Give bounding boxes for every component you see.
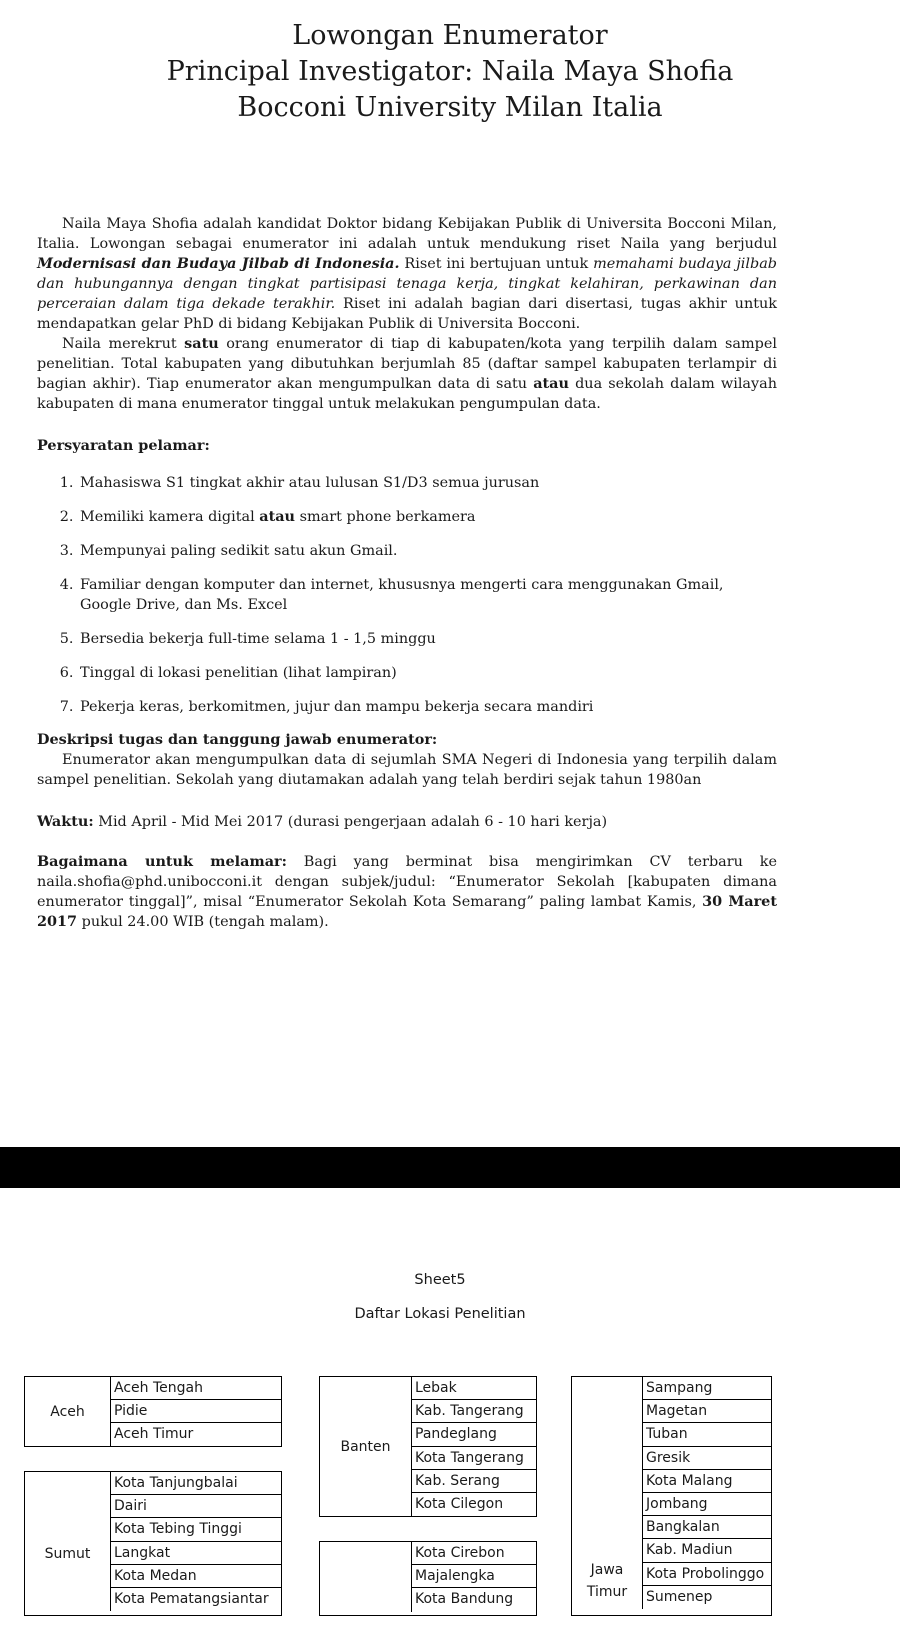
district-cell: Kab. Tangerang — [412, 1400, 537, 1423]
district-cell: Kota Cirebon — [412, 1542, 537, 1565]
institution: Bocconi University Milan Italia — [237, 92, 663, 123]
emphasis: satu — [184, 335, 219, 352]
requirements-heading: Persyaratan pelamar: — [37, 437, 210, 454]
district-list — [411, 1542, 537, 1612]
province-jatim — [571, 1376, 772, 1616]
province-label: Aceh — [50, 1403, 85, 1420]
apply-text: Bagi yang berminat bisa mengirimkan CV terbaru ke naila.shofia@phd.unibocconi.it dengan subjek/judul: “Enumerator Sekolah [kabupaten dimana enumerator tinggal]”, misal “Enumerator Sekolah Kota Semarang” paling lambat Kamis, — [37, 854, 778, 910]
duties-section — [37, 730, 777, 790]
list-item-text: Mahasiswa S1 tingkat akhir atau lulusan S1/D3 semua jurusan — [80, 475, 540, 491]
intro-text: Naila merekrut — [62, 336, 185, 352]
district-list — [110, 1377, 282, 1447]
province-label: Sumut — [44, 1546, 91, 1562]
district-cell: Sampang — [643, 1377, 772, 1400]
list-item-text: Memiliki kamera digital — [80, 509, 260, 525]
intro-text: Naila Maya Shofia adalah kandidat Doktor bidang Kebijakan Publik di Universita Bocconi Milan, Italia. Lowongan sebagai enumerator ini adalah untuk mendukung riset Naila yang berjudul — [37, 216, 777, 252]
district-cell: Kota Tebing Tinggi — [111, 1518, 282, 1541]
duties-text: Enumerator akan mengumpulkan data di sejumlah SMA Negeri di Indonesia yang terpilih dalam sampel penelitian. Sekolah yang diutamakan adalah yang telah berdiri sejak tahun 1980an — [37, 752, 777, 788]
apply-text: pukul 24.00 WIB (tengah malam). — [77, 914, 329, 930]
district-cell: Kota Pematangsiantar — [114, 1590, 269, 1607]
district-cell: Aceh Tengah — [111, 1377, 282, 1400]
list-item — [78, 697, 777, 717]
intro-text: Riset ini adalah bagian dari disertasi, tugas akhir untuk mendapatkan gelar PhD di bidang Kebijakan Publik di Universita Bocconi. — [37, 296, 777, 332]
emphasis: atau — [259, 508, 296, 525]
district-cell: Majalengka — [412, 1565, 537, 1588]
list-item-text: Familiar dengan komputer dan internet, khususnya mengerti cara menggunakan Gmail, Google Drive, dan Ms. Excel — [80, 577, 724, 613]
district-cell: Kota Probolinggo — [643, 1563, 772, 1586]
list-item-text: Bersedia bekerja full-time selama 1 - 1,5 minggu — [80, 631, 436, 647]
province-label: Banten — [340, 1438, 391, 1455]
requirements-list — [37, 473, 777, 731]
intro-text: orang enumerator di tiap di kabupaten/kota yang terpilih dalam sampel penelitian. Total kabupaten yang dibutuhkan berjumlah 85 (daftar sampel kabupaten terlampir di bagian akhir). Tiap enumerator akan mengumpulkan data di satu — [37, 336, 777, 392]
intro-text: dua sekolah dalam wilayah kabupaten di mana enumerator tinggal untuk melakukan pengumpulan data. — [37, 376, 777, 412]
duties-heading: Deskripsi tugas dan tanggung jawab enumerator: — [37, 731, 438, 748]
district-cell: Tuban — [643, 1423, 772, 1446]
district-cell: Jombang — [643, 1493, 772, 1516]
principal-investigator: Principal Investigator: Naila Maya Shofia — [166, 56, 734, 87]
district-cell: Kab. Serang — [412, 1470, 537, 1493]
district-cell: Langkat — [111, 1542, 282, 1565]
province-label — [320, 1542, 411, 1615]
document-title: Lowongan Enumerator — [292, 20, 608, 51]
district-cell: Kota Medan — [111, 1565, 282, 1588]
district-cell: Lebak — [412, 1377, 537, 1400]
sheet-title: Daftar Lokasi Penelitian — [354, 1306, 526, 1322]
province-aceh — [24, 1376, 282, 1447]
province-banten — [319, 1376, 537, 1517]
district-cell: Magetan — [643, 1400, 772, 1423]
page-separator — [0, 1147, 900, 1188]
list-item-text: Mempunyai paling sedikit satu akun Gmail. — [80, 543, 398, 559]
intro-paragraph-1 — [37, 214, 777, 334]
list-item-text: Pekerja keras, berkomitmen, jujur dan mampu bekerja secara mandiri — [80, 699, 594, 715]
district-cell: Kota Cilegon — [415, 1495, 504, 1512]
district-cell: Kota Tanjungbalai — [111, 1472, 282, 1495]
emphasis: atau — [533, 375, 569, 392]
location-sheet — [0, 1188, 900, 1608]
district-cell: Pandeglang — [412, 1423, 537, 1446]
time-label: Waktu: — [37, 813, 94, 830]
list-item-text: Tinggal di lokasi penelitian (lihat lampiran) — [80, 665, 397, 681]
apply-label: Bagaimana untuk melamar: — [37, 853, 287, 870]
list-item — [78, 507, 777, 527]
province-jabar — [319, 1541, 537, 1616]
province-sumut — [24, 1471, 282, 1616]
list-item — [78, 541, 777, 561]
district-cell: Aceh Timur — [114, 1426, 194, 1443]
district-cell: Gresik — [643, 1447, 772, 1470]
district-cell: Pidie — [111, 1400, 282, 1423]
intro-text: Riset ini bertujuan untuk — [399, 256, 594, 272]
list-item — [78, 575, 777, 615]
research-title: Modernisasi dan Budaya Jilbab di Indonesia. — [37, 255, 400, 272]
apply-deadline: 30 Maret 2017 — [37, 893, 777, 930]
apply-section — [37, 852, 777, 932]
district-cell: Kab. Madiun — [643, 1539, 772, 1562]
intro-paragraph-2 — [37, 334, 777, 414]
district-cell: Sumenep — [646, 1588, 713, 1605]
intro-section — [37, 214, 777, 414]
list-item — [78, 473, 777, 493]
district-list — [110, 1472, 282, 1611]
time-section — [37, 812, 777, 832]
district-cell: Kota Tangerang — [412, 1447, 537, 1470]
province-label: Jawa Timur — [586, 1562, 628, 1600]
district-cell: Dairi — [111, 1495, 282, 1518]
district-cell: Kota Bandung — [415, 1591, 514, 1608]
district-cell: Kota Malang — [643, 1470, 772, 1493]
list-item-text: smart phone berkamera — [295, 509, 476, 525]
district-list — [642, 1377, 772, 1609]
research-aim: memahami budaya jilbab dan hubungannya dengan tingkat partisipasi tenaga kerja, tingkat kelahiran, perkawinan dan perceraian dalam tiga dekade terakhir. — [37, 256, 778, 312]
time-text: Mid April - Mid Mei 2017 (durasi pengerjaan adalah 6 - 10 hari kerja) — [93, 814, 608, 830]
district-list — [411, 1377, 537, 1516]
district-cell: Bangkalan — [643, 1516, 772, 1539]
list-item — [78, 663, 777, 683]
sheet-name: Sheet5 — [414, 1272, 466, 1288]
list-item — [78, 629, 777, 649]
